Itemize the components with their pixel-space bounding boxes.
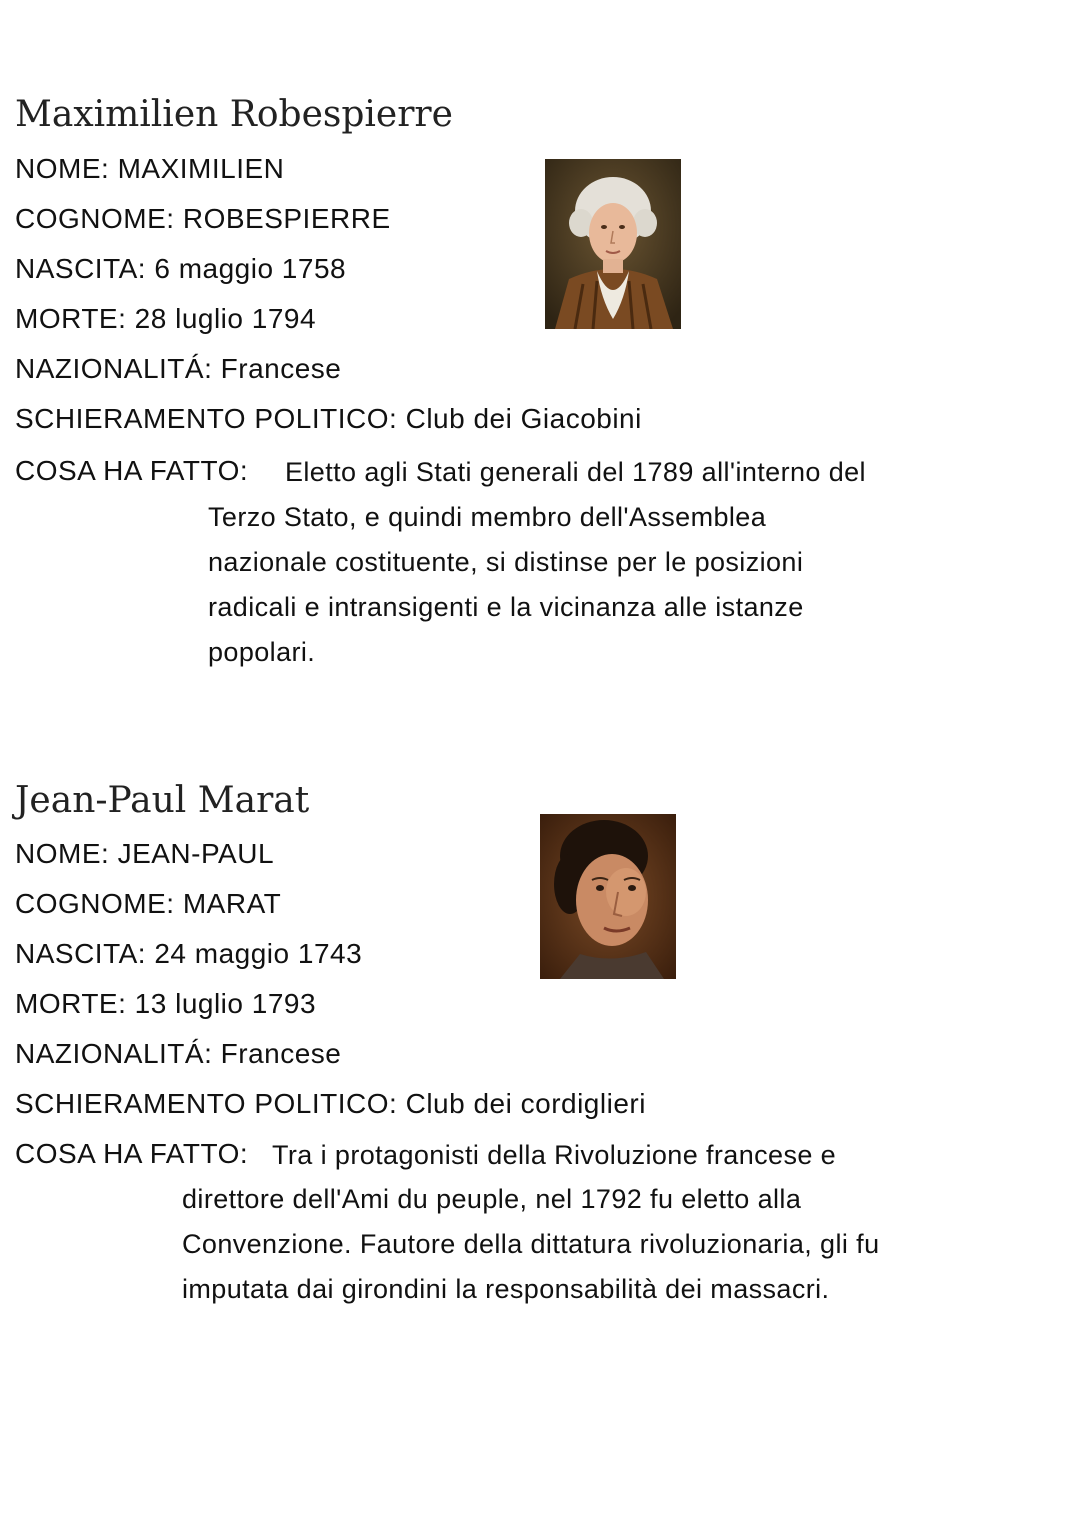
field-cognome <box>15 203 391 235</box>
field-value: Francese <box>220 1038 342 1069</box>
deeds-line: direttore dell'Ami du peuple, nel 1792 fu eletto alla <box>182 1184 802 1214</box>
field-label: NAZIONALITÁ: <box>15 1038 213 1069</box>
field-label: NOME: <box>15 153 110 184</box>
portrait-robespierre <box>545 159 681 329</box>
person-name-heading: Jean-Paul Marat <box>15 780 310 821</box>
field-schieramento <box>15 1088 646 1120</box>
field-value: JEAN-PAUL <box>117 838 275 869</box>
field-label: SCHIERAMENTO POLITICO: <box>15 403 398 434</box>
deeds-first-line <box>272 1133 836 1178</box>
field-value: MAXIMILIEN <box>117 153 285 184</box>
deeds-line: imputata dai girondini la responsabilità dei massacri. <box>182 1274 830 1304</box>
deeds-line: Terzo Stato, e quindi membro dell'Assemblea <box>208 502 767 532</box>
field-label: NASCITA: <box>15 253 147 284</box>
deeds-first-line <box>285 450 866 495</box>
field-label: SCHIERAMENTO POLITICO: <box>15 1088 398 1119</box>
deeds-line: Tra i protagonisti della Rivoluzione francese e <box>272 1140 837 1170</box>
field-label: COGNOME: <box>15 203 175 234</box>
field-value: MARAT <box>182 888 282 919</box>
field-label: COSA HA FATTO: <box>15 1138 249 1169</box>
field-label: NAZIONALITÁ: <box>15 353 213 384</box>
field-label: MORTE: <box>15 303 127 334</box>
portrait-marat <box>540 814 676 979</box>
deeds-line: popolari. <box>208 637 316 667</box>
field-value: 24 maggio 1743 <box>154 938 363 969</box>
field-nascita <box>15 938 362 970</box>
person-name-heading: Maximilien Robespierre <box>15 94 453 135</box>
field-nascita <box>15 253 346 285</box>
field-value: ROBESPIERRE <box>182 203 391 234</box>
field-nazionalita <box>15 353 341 385</box>
field-cognome <box>15 888 281 920</box>
field-nome <box>15 153 284 185</box>
field-label: MORTE: <box>15 988 127 1019</box>
field-label: COGNOME: <box>15 888 175 919</box>
field-label: NASCITA: <box>15 938 147 969</box>
field-value: Club dei cordiglieri <box>405 1088 646 1119</box>
field-nome <box>15 838 274 870</box>
field-label: COSA HA FATTO: <box>15 455 249 486</box>
field-cosa-ha-fatto-label <box>15 455 248 487</box>
field-value: 13 luglio 1793 <box>134 988 317 1019</box>
deeds-line: Convenzione. Fautore della dittatura rivoluzionaria, gli fu <box>182 1229 880 1259</box>
field-cosa-ha-fatto-label <box>15 1138 248 1170</box>
field-value: 28 luglio 1794 <box>134 303 317 334</box>
field-value: 6 maggio 1758 <box>154 253 347 284</box>
deeds-text <box>208 495 804 675</box>
deeds-text <box>182 1177 879 1312</box>
field-label: NOME: <box>15 838 110 869</box>
field-value: Club dei Giacobini <box>405 403 642 434</box>
deeds-line: Eletto agli Stati generali del 1789 all'interno del <box>285 457 866 487</box>
field-nazionalita <box>15 1038 341 1070</box>
field-morte <box>15 988 316 1020</box>
field-value: Francese <box>220 353 342 384</box>
field-morte <box>15 303 316 335</box>
deeds-line: nazionale costituente, si distinse per le posizioni <box>208 547 804 577</box>
field-schieramento <box>15 403 642 435</box>
deeds-line: radicali e intransigenti e la vicinanza alle istanze <box>208 592 804 622</box>
